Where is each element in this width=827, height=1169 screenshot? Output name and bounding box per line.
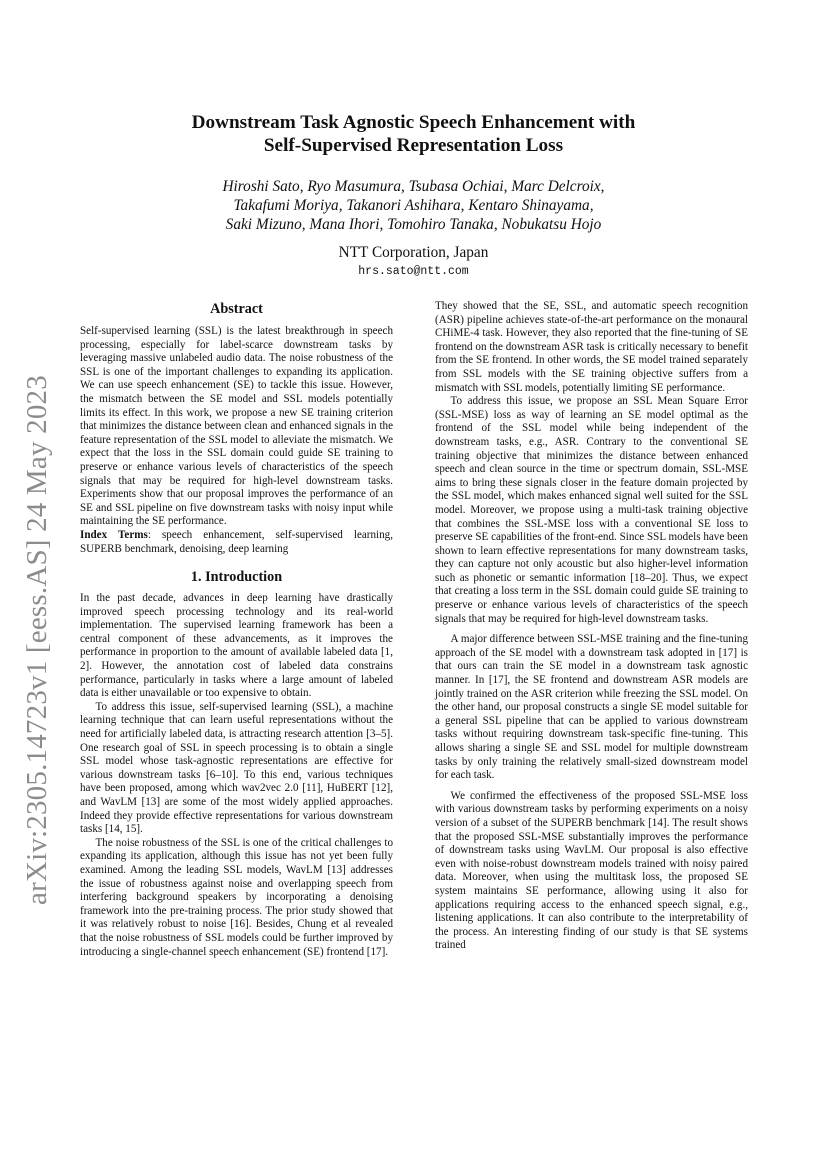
right-paragraph-2: To address this issue, we propose an SSL Mean Square Error (SSL-MSE) loss as way of learning an SE model optimal as the frontend of the SSL model while being independent of the downstream tasks, e.g., ASR. Contrary to the conventional SE training objective that minimizes the distance between enhanced speech and clean source in the time or spectrum domain, SSL-MSE aims to bring these signals closer in the feature domain projected by the SSL model, which makes enhanced signal well suited for the SSL model. Moreover, we propose using a multi-task training objective that combines the SSL-MSE loss with a conventional SE loss to preserve SE capabilities of the front-end. Since SSL models have been shown to learn effective representations for many downstream tasks, they can capture not only acoustic but also higher-level information such as phonetic or semantic information [18–20]. Thus, we expect that creating a loss term in the SSL domain could guide SE training to preserve or enhance various levels of characteristics of the speech signals that may be required for high-level downstream tasks. [435,395,748,625]
authors-line-3: Saki Mizuno, Mana Ihori, Tomohiro Tanaka, Nobukatsu Hojo [225,216,602,233]
abstract [80,325,393,556]
left-column [80,300,393,959]
right-column [435,300,748,953]
intro-paragraph-3: The noise robustness of the SSL is one of the critical challenges to expanding its application, although this issue has not yet been fully examined. Among the leading SSL models, WavLM [13] addresses the issue of robustness against noise and overlapping speech from interfering background speakers by incorporating a denoising framework into the pre-training process. The prior study showed that it was relatively robust to noise [16]. Besides, Chung et al revealed that the noise robustness of SSL models could be further improved by introducing a single-channel speech enhancement (SE) frontend [17]. [80,836,393,958]
index-terms-label: Index Terms [80,528,148,541]
arxiv-side-identifier: arXiv:2305.14723v1 [eess.AS] 24 May 2023 [21,375,53,905]
right-paragraph-3: A major difference between SSL-MSE training and the fine-tuning approach of the SE model with a downstream task adopted in [17] is that ours can train the SE model in a downstream task agnostic manner. In [17], the SE frontend and downstream ASR models are jointly trained on the ASR criterion while freezing the SSL model. On the other hand, our proposal constructs a single SE model suitable for a general SSL pipeline that can be applied to various downstream tasks without requiring downstream task-specific fine-tuning. This allows sharing a single SE and SSL model for multiple downstream tasks by only training the relatively small-sized downstream model for each task. [435,633,748,782]
affiliation: NTT Corporation, Japan [338,244,489,261]
paper-title [80,111,747,157]
index-terms [80,529,393,556]
intro-paragraph-2: To address this issue, self-supervised learning (SSL), a machine learning technique that can learn useful representations without the need for artificially labeled data, is attracting research attention [3–5]. One research goal of SSL in speech processing is to obtain a single SSL model whose task-agnostic representations are effective for various downstream tasks [6–10]. To this end, various techniques have been proposed, among which wav2vec 2.0 [11], HuBERT [12], and WavLM [13] are some of the most widely applied approaches. Indeed they provide effective representations for various downstream tasks [14, 15]. [80,700,393,836]
introduction-heading: 1. Introduction [190,569,283,586]
right-paragraph-4: We confirmed the effectiveness of the proposed SSL-MSE loss with various downstream tasks by performing experiments on a noisy version of a subset of the SUPERB benchmark [14]. The result shows that the proposed SSL-MSE substantially improves the performance of downstream tasks using WavLM. Our proposal is also effective even with noise-robust downstream models trained with noisy paired data. Moreover, when using the multitask loss, the proposed SE system maintains SE performance, allowing using it also for applications requiring access to the enhanced speech signal, e.g., listening applications. It can also contribute to the interpretability of the process. An interesting finding of our study is that SE systems trained [435,789,748,952]
title-line-2: Self-Supervised Representation Loss [263,135,564,156]
author-list [80,177,747,234]
title-line-1: Downstream Task Agnostic Speech Enhancement with [191,112,636,133]
contact-email: hrs.sato@ntt.com [358,265,469,278]
index-terms-text: : speech enhancement, self-supervised learning, SUPERB benchmark, denoising, deep learning [80,528,393,555]
right-paragraph-1: They showed that the SE, SSL, and automatic speech recognition (ASR) pipeline achieves state-of-the-art performance on the monaural CHiME-4 task. However, they also reported that the fine-tuning of SE frontend on the downstream ASR task is critically necessary to benefit from the SE frontend. In other words, the SE model trained separately from SSL models with the SE training objective suffers from a mismatch with SSL models, potentially limiting SE performance. [435,300,748,394]
authors-line-1: Hiroshi Sato, Ryo Masumura, Tsubasa Ochiai, Marc Delcroix, [222,178,605,195]
authors-line-2: Takafumi Moriya, Takanori Ashihara, Kentaro Shinayama, [233,197,594,214]
abstract-heading: Abstract [210,301,263,317]
abstract-text: Self-supervised learning (SSL) is the latest breakthrough in speech processing, especially for label-scarce downstream tasks by leveraging massive unlabeled audio data. The noise robustness of the SSL is one of the important challenges to expanding its application. We can use speech enhancement (SE) to tackle this issue. However, the mismatch between the SE model and SSL models potentially limits its effect. In this work, we propose a new SE training criterion that minimizes the distance between clean and enhanced signals in the feature representation of the SSL model to alleviate the mismatch. We expect that the loss in the SSL domain could guide SE training to preserve or enhance various levels of characteristics of the speech signals that may be required for high-level downstream tasks. Experiments show that our proposal improves the performance of an SE and SSL pipeline on five downstream tasks with noisy input while maintaining the SE performance. [80,325,393,528]
intro-paragraph-1: In the past decade, advances in deep learning have drastically improved speech processing technology and its real-world implementation. The supervised learning framework has been a central component of these advancements, as it improves the performance in proportion to the amount of available labeled data [1, 2]. However, the annotation cost of labeled data constrains performance, particularly in tasks where a large amount of labeled data is either unavailable or too expensive to obtain. [80,592,393,700]
